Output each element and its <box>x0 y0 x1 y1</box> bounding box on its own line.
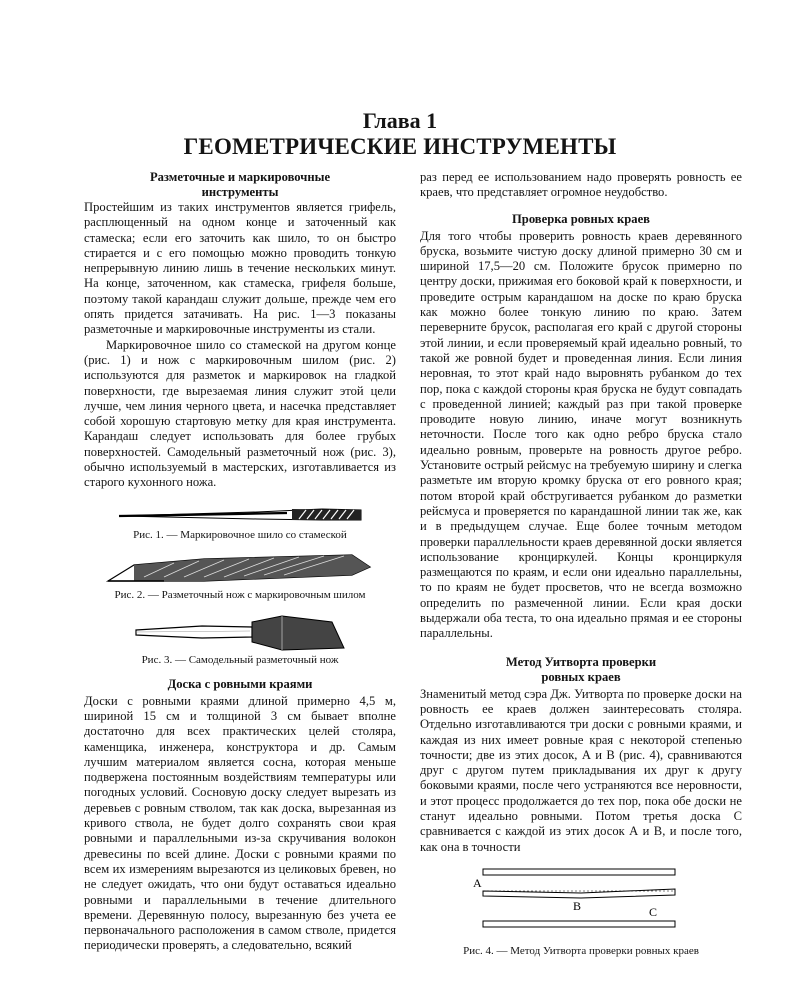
chapter-number: Глава 1 <box>362 108 438 133</box>
paragraph: Доски с ровными краями длиной примерно 4,5 м, шириной 15 см и толщиной 3 см бывает вполне достаточно для всех практических целей столяра, каменщика, инженера, конструктора и др. Самым лучшим материалом является сосна, которая меньше подвержена постоянным воздействиям температуры или погодных условий. Сосновую доску следует вырезать из деревьев с ровным стволом, так как доска, вырезанная из кривого ствола, не будет долго сохранять свои края ровными и параллельными из-за скручивания волокон древесины по всей длине. Доски с ровными краями по всем их измерениям вырезаются из целиковых бревен, но не следует ожидать, что они будут оставаться идеально ровными и параллельными в течение длительного времени. Деревянную полосу, вырезанную без учета ее первоначального расположения в самом стволе, придется периодически проверять, а следовательно, всякий <box>84 693 396 953</box>
marking-awl-illustration <box>117 504 363 526</box>
paragraph: Простейшим из таких инструментов является грифель, расплющенный на одном конце и заточенный как стамеска; если его заточить как шило, то он быстро стирается и с его помощью можно проводить тонкую непрерывную линию лишь в течение нескольких минут. На конце, заточенном, как стамеска, грифеля больше, поэтому такой карандаш служит дольше, прежде чем его опять придется затачивать. На рис. 1—3 показаны разметочные и маркировочные инструменты из стали. <box>84 200 396 337</box>
section-heading-marking-tools <box>84 170 396 200</box>
board-label-b: B <box>573 898 582 913</box>
right-column <box>420 170 742 958</box>
section-heading-straight-board: Доска с ровными краями <box>167 676 313 691</box>
left-column <box>84 170 396 954</box>
whitworth-boards-diagram <box>471 865 691 941</box>
marking-knife-illustration <box>104 551 376 589</box>
paragraph: Маркировочное шило со стамеской на другом конце (рис. 1) и нож с маркировочным шилом (рис. 2) используются для разметок и маркировок на гладкой поверхности, где вырезаемая линия служит этой цели лучше, чем линия черного цвета, и насечка представляет собой хорошую стартовую метку для края инструмента. Карандаш следует использовать для более грубых поверхностей. Самодельный разметочный нож (рис. 3), обычно используемый в мастерских, изготавливается из старого кухонного ножа. <box>84 337 396 490</box>
paragraph: Для того чтобы проверить ровность краев деревянного бруска, возьмите чистую доску длиной примерно 30 см и шириной 17,5—20 см. Положите брусок примерно по центру доски, прижимая его боковой край к поверхности, и проведите острым карандашом на доске по краю бруска как можно более тонкую линию по краю. Затем переверните брусок, располагая его край с другой стороны этой линии, и если проверяемый край идеально ровный, то такой же ровной будет и проведенная линия. Если линия неровная, то этот край надо выровнять рубанком до тех пор, пока с каждой стороны края бруска не будут совпадать с проведенной линией; каждый раз при такой проверке проводите новую линию, иначе могут возникнуть неточности. После того как одно ребро бруска стало идеально ровным, проверьте на ровность другое ребро. Установите острый рейсмус на требуемую ширину и слегка разметьте им вторую кромку бруска от его ровного края; потом второй край обстругивается рубанком до разметки рейсмуса и проверяется по карандашной линии так же, как и в предыдущем случае. Еще более точным методом проверки параллельности краев деревянной доски является использование кронциркулей. Концы кронциркуля размещаются по краям, и если они идеально параллельны, то по краям не будет просветов, что не всегда возможно определить по размеченной линии. Если края доски выдержали оба теста, то она идеально прямая и ее стороны параллельны. <box>420 228 742 641</box>
figure-4 <box>420 865 742 958</box>
heading-line: Метод Уитворта проверки <box>505 654 657 669</box>
figure-1 <box>84 504 396 542</box>
figure-caption: Рис. 2. — Разметочный нож с маркировочным шилом <box>114 588 366 601</box>
section-heading-whitworth-method <box>420 655 742 685</box>
board-label-c: C <box>649 904 658 919</box>
figure-caption: Рис. 1. — Маркировочное шило со стамеской <box>133 528 347 541</box>
chapter-title: ГЕОМЕТРИЧЕСКИЕ ИНСТРУМЕНТЫ <box>183 134 617 159</box>
heading-line: Разметочные и маркировочные <box>149 170 331 184</box>
heading-line: ровных краев <box>541 669 621 684</box>
figure-3 <box>84 610 396 667</box>
figure-caption: Рис. 4. — Метод Уитворта проверки ровных краев <box>463 944 699 957</box>
paragraph: Знаменитый метод сэра Дж. Уитворта по проверке доски на ровность ее краев должен заинтересовать столяра. Отдельно изготавливаются три доски с ровными краями, и каждая из них имеет ровные края с некоторой степенью точности; две из этих досок, А и В (рис. 4), сравниваются друг с другом путем прикладывания их друг к другу боковыми краями, после чего устраняются все неровности, и этот процесс продолжается до тех пор, пока обе доски не станут идеально ровными. Потом третья доска С сравнивается с каждой из этих досок А и В, и после того, как она в точности <box>420 686 742 854</box>
homemade-knife-illustration <box>132 610 348 654</box>
heading-line: инструменты <box>201 185 279 199</box>
section-heading-checking-edges: Проверка ровных краев <box>512 211 650 226</box>
figure-caption: Рис. 3. — Самодельный разметочный нож <box>141 653 339 666</box>
board-label-a: A <box>473 875 482 890</box>
paragraph: раз перед ее использованием надо проверять ровность ее краев, что представляет огромное неудобство. <box>420 170 742 200</box>
figure-2 <box>84 551 396 602</box>
